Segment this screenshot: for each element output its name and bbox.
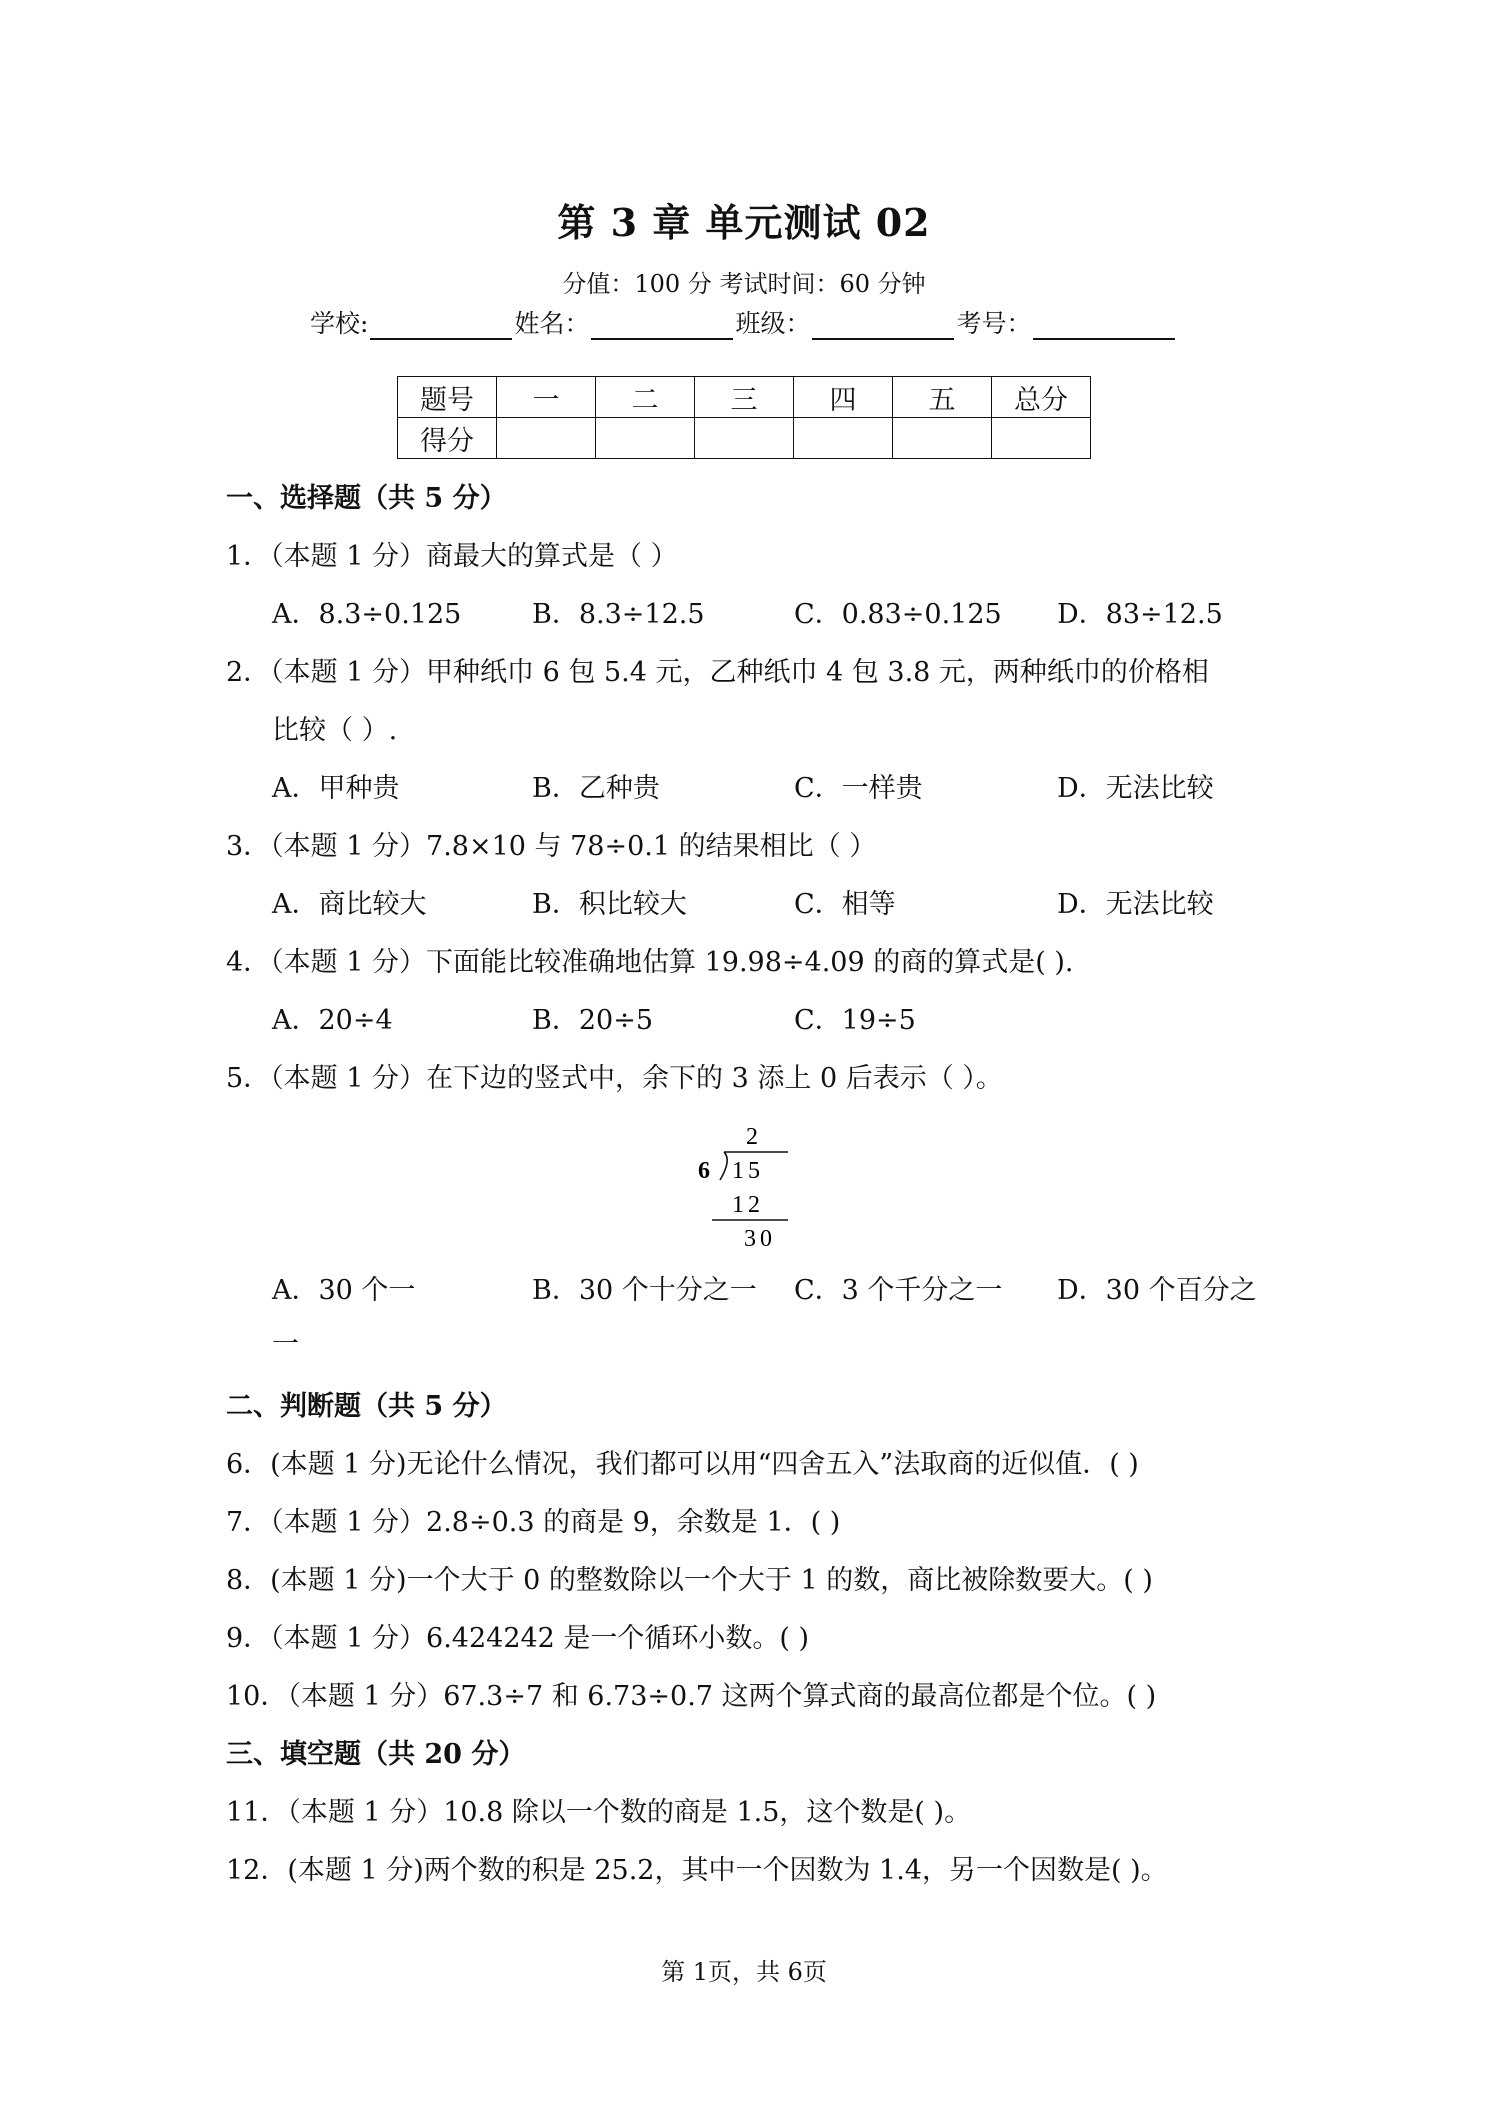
score-table-cell: 四 bbox=[794, 377, 893, 418]
option-a: A．8.3÷0.125 bbox=[272, 599, 462, 630]
question-4-options bbox=[0, 998, 1488, 1038]
exam-title: 第 3 章 单元测试 02 bbox=[557, 200, 931, 245]
score-table-score-row bbox=[398, 418, 1091, 459]
class-label: 班级： bbox=[735, 309, 811, 338]
name-blank bbox=[591, 312, 733, 340]
number-blank bbox=[1033, 312, 1175, 340]
division-product: 12 bbox=[732, 1192, 764, 1218]
option-c: C．一样贵 bbox=[794, 773, 923, 804]
score-blank-cell bbox=[992, 418, 1091, 459]
option-c: C．0.83÷0.125 bbox=[794, 599, 1002, 630]
question-2: 2．（本题 1 分）甲种纸巾 6 包 5.4 元，乙种纸巾 4 包 3.8 元，两种纸巾的价格相 bbox=[226, 657, 1209, 688]
score-table-cell: 题号 bbox=[398, 377, 497, 418]
exam-meta: 分值：100 分 考试时间：60 分钟 bbox=[562, 270, 926, 298]
section-heading-choice: 一、选择题（共 5 分） bbox=[226, 483, 507, 514]
score-blank-cell bbox=[893, 418, 992, 459]
question-2-options bbox=[0, 766, 1488, 806]
question-7: 7．（本题 1 分）2.8÷0.3 的商是 9，余数是 1．( ) bbox=[226, 1507, 841, 1538]
option-a: A．20÷4 bbox=[272, 1005, 393, 1036]
question-10: 10．（本题 1 分）67.3÷7 和 6.73÷0.7 这两个算式商的最高位都是个位。( ) bbox=[226, 1681, 1157, 1712]
question-9: 9．（本题 1 分）6.424242 是一个循环小数。( ) bbox=[226, 1623, 810, 1654]
score-blank-cell bbox=[497, 418, 596, 459]
question-5: 5．（本题 1 分）在下边的竖式中，余下的 3 添上 0 后表示（ ）。 bbox=[226, 1063, 1003, 1094]
long-division-figure bbox=[690, 1120, 810, 1250]
division-remainder: 30 bbox=[744, 1226, 776, 1250]
question-5-options bbox=[0, 1268, 1488, 1308]
option-b: B．8.3÷12.5 bbox=[532, 599, 705, 630]
option-c: C．相等 bbox=[794, 889, 896, 920]
division-bracket bbox=[720, 1152, 727, 1180]
option-a: A．甲种贵 bbox=[272, 773, 400, 804]
option-b: B．30 个十分之一 bbox=[532, 1275, 757, 1306]
section-heading-fill: 三、填空题（共 20 分） bbox=[226, 1739, 526, 1770]
division-quotient: 2 bbox=[746, 1124, 758, 1150]
question-12: 12．(本题 1 分)两个数的积是 25.2，其中一个因数为 1.4，另一个因数是( )。 bbox=[226, 1855, 1168, 1886]
section-heading-judge: 二、判断题（共 5 分） bbox=[226, 1391, 507, 1422]
option-b: B．积比较大 bbox=[532, 889, 687, 920]
option-d: D．无法比较 bbox=[1057, 773, 1214, 804]
score-table-cell: 二 bbox=[596, 377, 695, 418]
number-label: 考号： bbox=[956, 309, 1032, 338]
option-d: D．83÷12.5 bbox=[1057, 599, 1223, 630]
option-c: C．19÷5 bbox=[794, 1005, 916, 1036]
score-blank-cell bbox=[695, 418, 794, 459]
score-table-cell: 总分 bbox=[992, 377, 1091, 418]
option-b: B．20÷5 bbox=[532, 1005, 653, 1036]
question-3-options bbox=[0, 882, 1488, 922]
option-b: B．乙种贵 bbox=[532, 773, 660, 804]
option-a: A．商比较大 bbox=[272, 889, 427, 920]
name-label: 姓名： bbox=[514, 309, 590, 338]
class-blank bbox=[812, 312, 954, 340]
question-11: 11．（本题 1 分）10.8 除以一个数的商是 1.5，这个数是( )。 bbox=[226, 1797, 972, 1828]
question-2-continued: 比较（ ）. bbox=[272, 715, 398, 746]
question-1-options bbox=[0, 592, 1488, 632]
score-blank-cell bbox=[794, 418, 893, 459]
option-d: D．无法比较 bbox=[1057, 889, 1214, 920]
option-d: D．30 个百分之 bbox=[1057, 1275, 1257, 1306]
score-table-cell: 三 bbox=[695, 377, 794, 418]
question-8: 8．(本题 1 分)一个大于 0 的整数除以一个大于 1 的数，商比被除数要大。( ) bbox=[226, 1565, 1153, 1596]
page-footer: 第 1页，共 6页 bbox=[661, 1958, 827, 1986]
division-divisor: 6 bbox=[698, 1158, 710, 1184]
question-6: 6．(本题 1 分)无论什么情况，我们都可以用“四舍五入”法取商的近似值．( ) bbox=[226, 1449, 1139, 1480]
question-5-option-wrap: 一 bbox=[272, 1329, 299, 1360]
score-table-header-row bbox=[398, 377, 1091, 418]
question-1: 1．（本题 1 分）商最大的算式是（ ） bbox=[226, 541, 678, 572]
score-table-cell: 一 bbox=[497, 377, 596, 418]
school-label: 学校: bbox=[310, 309, 369, 338]
score-blank-cell bbox=[596, 418, 695, 459]
option-a: A．30 个一 bbox=[272, 1275, 416, 1306]
school-blank bbox=[370, 312, 512, 340]
score-table-cell: 得分 bbox=[398, 418, 497, 459]
score-table-cell: 五 bbox=[893, 377, 992, 418]
option-c: C．3 个千分之一 bbox=[794, 1275, 1003, 1306]
question-3: 3．（本题 1 分）7.8×10 与 78÷0.1 的结果相比（ ） bbox=[226, 831, 877, 862]
division-dividend: 15 bbox=[732, 1158, 764, 1184]
score-table bbox=[397, 376, 1091, 459]
question-4: 4．（本题 1 分）下面能比较准确地估算 19.98÷4.09 的商的算式是( ). bbox=[226, 947, 1074, 978]
student-info-fields bbox=[310, 304, 1177, 340]
